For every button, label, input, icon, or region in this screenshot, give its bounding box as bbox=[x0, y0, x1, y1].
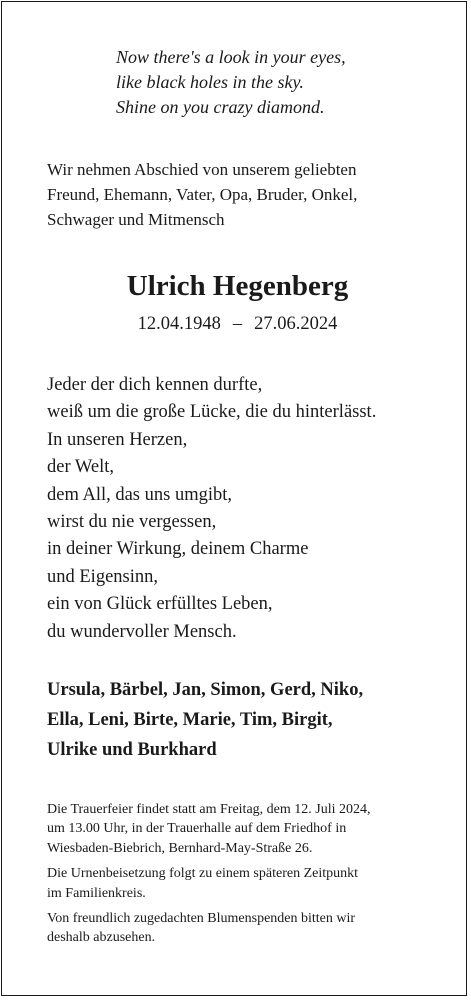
poem-line: ein von Glück erfülltes Leben, bbox=[47, 594, 273, 615]
farewell-intro bbox=[47, 157, 357, 232]
poem-line: In unseren Herzen, bbox=[47, 429, 188, 450]
poem-line: der Welt, bbox=[47, 457, 115, 478]
intro-line: Schwager und Mitmensch bbox=[47, 210, 225, 229]
flowers-request bbox=[47, 909, 371, 948]
notice-line: Von freundlich zugedachten Blumenspenden bitten wir bbox=[47, 911, 356, 927]
notice-line: Wiesbaden-Biebrich, Bernhard-May-Straße 26. bbox=[47, 840, 313, 856]
mourners-list bbox=[47, 675, 363, 765]
poem-line: du wundervoller Mensch. bbox=[47, 621, 237, 642]
funeral-notice bbox=[47, 800, 371, 954]
mourners-line: Ella, Leni, Birte, Marie, Tim, Birgit, bbox=[47, 710, 333, 730]
poem-line: in deiner Wirkung, deinem Charme bbox=[47, 539, 309, 560]
obituary-frame bbox=[1, 1, 467, 996]
death-date: 27.06.2024 bbox=[254, 314, 338, 334]
life-dates bbox=[2, 312, 471, 336]
deceased-name: Ulrich Hegenberg bbox=[126, 270, 349, 302]
poem-line: und Eigensinn, bbox=[47, 566, 158, 587]
intro-line: Wir nehmen Abschied von unserem geliebten bbox=[47, 160, 357, 179]
mourners-line: Ulrike und Burkhard bbox=[47, 740, 217, 760]
poem-line: Jeder der dich kennen durfte, bbox=[47, 375, 263, 395]
notice-line: im Familienkreis. bbox=[47, 885, 146, 901]
funeral-service-info bbox=[47, 800, 371, 858]
mourners-line: Ursula, Bärbel, Jan, Simon, Gerd, Niko, bbox=[47, 680, 364, 700]
notice-line: deshalb abzusehen. bbox=[47, 930, 156, 946]
notice-line: Die Trauerfeier findet statt am Freitag, dem 12. Juli 2024, bbox=[47, 802, 371, 817]
quote-line: Now there's a look in your eyes, bbox=[116, 47, 346, 67]
quote-line: Shine on you crazy diamond. bbox=[116, 97, 325, 117]
notice-line: um 13.00 Uhr, in der Trauerhalle auf dem Friedhof in bbox=[47, 821, 347, 837]
quote-line: like black holes in the sky. bbox=[116, 72, 304, 92]
poem-line: weiß um die große Lücke, die du hinterlässt. bbox=[47, 402, 377, 423]
urn-burial-info bbox=[47, 864, 371, 903]
birth-date: 12.04.1948 bbox=[137, 314, 221, 334]
notice-line: Die Urnenbeisetzung folgt zu einem späteren Zeitpunkt bbox=[47, 866, 359, 882]
memorial-poem bbox=[47, 372, 376, 646]
poem-line: dem All, das uns umgibt, bbox=[47, 484, 232, 505]
intro-line: Freund, Ehemann, Vater, Opa, Bruder, Onkel, bbox=[47, 185, 358, 204]
poem-line: wirst du nie vergessen, bbox=[47, 512, 217, 533]
epigraph-quote bbox=[116, 45, 346, 120]
date-separator: – bbox=[232, 314, 243, 334]
